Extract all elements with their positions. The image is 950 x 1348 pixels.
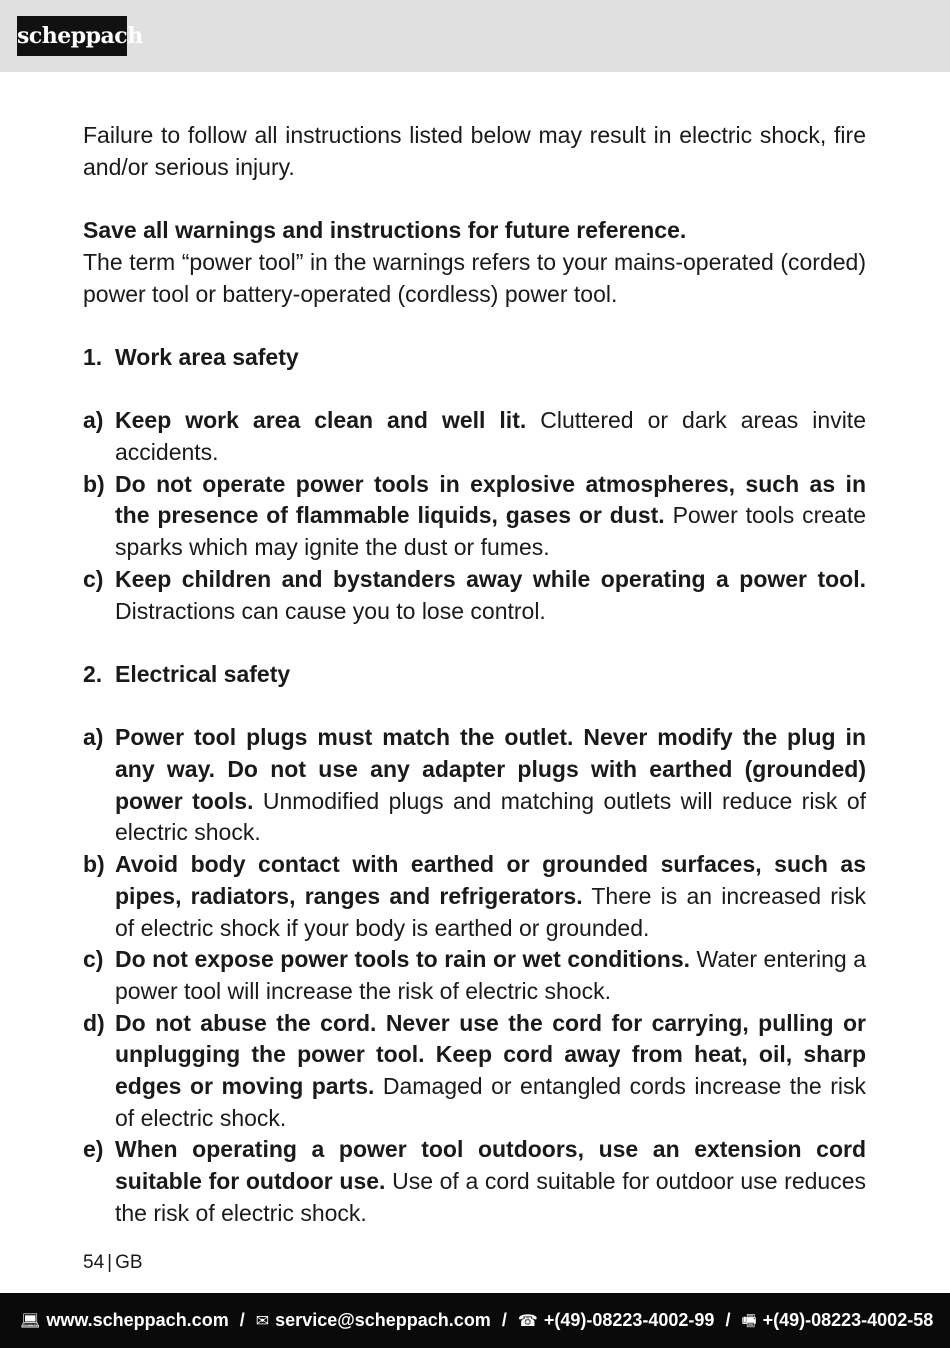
envelope-icon: ✉ — [255, 1311, 270, 1330]
item-label: a) — [83, 724, 104, 751]
page-number — [83, 1252, 143, 1274]
section-number: 1. — [83, 343, 103, 370]
page-language: GB — [115, 1252, 143, 1273]
item-bold-text: Power tool plugs must match the outlet. Never modify the plug in any way. Do not use any adapter plugs with earthed (grounded) power tools. — [115, 724, 866, 814]
page-header — [0, 0, 950, 72]
item-text: Distractions can cause you to lose control. — [115, 597, 546, 624]
item-label: c) — [83, 565, 104, 592]
item-label: d) — [83, 1009, 105, 1036]
footer-separator: / — [501, 1310, 507, 1330]
footer-fax: +(49)-08223-4002-58 — [762, 1310, 934, 1330]
page-separator: | — [107, 1252, 113, 1273]
item-bold-text: Keep work area clean and well lit. — [115, 407, 527, 434]
list-item — [83, 722, 866, 849]
footer-email-link[interactable]: service@scheppach.com — [275, 1310, 491, 1330]
item-text: There is an increased risk of electric shock if your body is earthed or grounded. — [115, 882, 866, 941]
item-text: Use of a cord suitable for outdoor use reduces the risk of electric shock. — [115, 1168, 866, 1226]
list-item — [83, 1134, 866, 1229]
scheppach-logo: scheppach — [17, 16, 127, 56]
item-bold-text: Do not operate power tools in explosive atmospheres, such as in the presence of flammable liquids, gases or dust. — [115, 470, 866, 529]
item-label: b) — [83, 470, 105, 497]
footer-separator: / — [725, 1310, 731, 1330]
document-body — [83, 120, 866, 1230]
section-number: 2. — [83, 660, 103, 687]
item-bold-text: Avoid body contact with earthed or grounded surfaces, such as pipes, radiators, ranges and refrigerators. — [115, 851, 866, 909]
item-bold-text: Do not expose power tools to rain or wet conditions. — [115, 946, 690, 973]
item-text: Water entering a power tool will increase the risk of electric shock. — [115, 946, 866, 1004]
footer-website-link[interactable]: www.scheppach.com — [46, 1310, 229, 1330]
list-item — [83, 944, 866, 1007]
item-label: e) — [83, 1136, 104, 1163]
footer-separator: / — [239, 1310, 245, 1330]
intro-warning: Failure to follow all instructions listed below may result in electric shock, fire and/or serious injury. — [83, 122, 866, 180]
section-heading-work-area-safety — [83, 342, 866, 374]
section-heading-electrical-safety — [83, 659, 866, 691]
page-footer — [0, 1293, 950, 1348]
page-number-value: 54 — [83, 1252, 105, 1273]
phone-icon: ☎ — [517, 1311, 538, 1330]
footer-phone: +(49)-08223-4002-99 — [543, 1310, 715, 1330]
item-text: Cluttered or dark areas invite accidents. — [115, 407, 866, 465]
item-text: Damaged or entangled cords increase the risk of electric shock. — [115, 1073, 866, 1131]
power-tool-term-definition: The term “power tool” in the warnings refers to your mains-operated (corded) power tool or battery-operated (cordless) power tool. — [83, 248, 866, 307]
fax-icon: 🖷︎ — [741, 1311, 757, 1330]
save-instructions-note: Save all warnings and instructions for future reference. — [83, 217, 687, 244]
item-label: a) — [83, 407, 104, 434]
item-bold-text: Keep children and bystanders away while operating a power tool. — [115, 565, 866, 592]
item-label: c) — [83, 946, 104, 973]
list-item — [83, 1008, 866, 1135]
section-title: Work area safety — [115, 343, 299, 370]
item-bold-text: Do not abuse the cord. Never use the cord for carrying, pulling or unplugging the power tool. Keep cord away from heat, oil, sharp edges or moving parts. — [115, 1009, 866, 1100]
item-bold-text: When operating a power tool outdoors, use an extension cord suitable for outdoor use. — [115, 1136, 866, 1195]
laptop-icon: 💻︎ — [20, 1311, 41, 1330]
item-label: b) — [83, 851, 105, 878]
list-item — [83, 564, 866, 627]
list-item — [83, 849, 866, 944]
list-item — [83, 405, 866, 468]
item-text: Unmodified plugs and matching outlets will reduce risk of electric shock. — [115, 787, 867, 846]
section-title: Electrical safety — [115, 660, 291, 687]
item-text: Power tools create sparks which may ignite the dust or fumes. — [115, 502, 866, 561]
list-item — [83, 469, 866, 564]
